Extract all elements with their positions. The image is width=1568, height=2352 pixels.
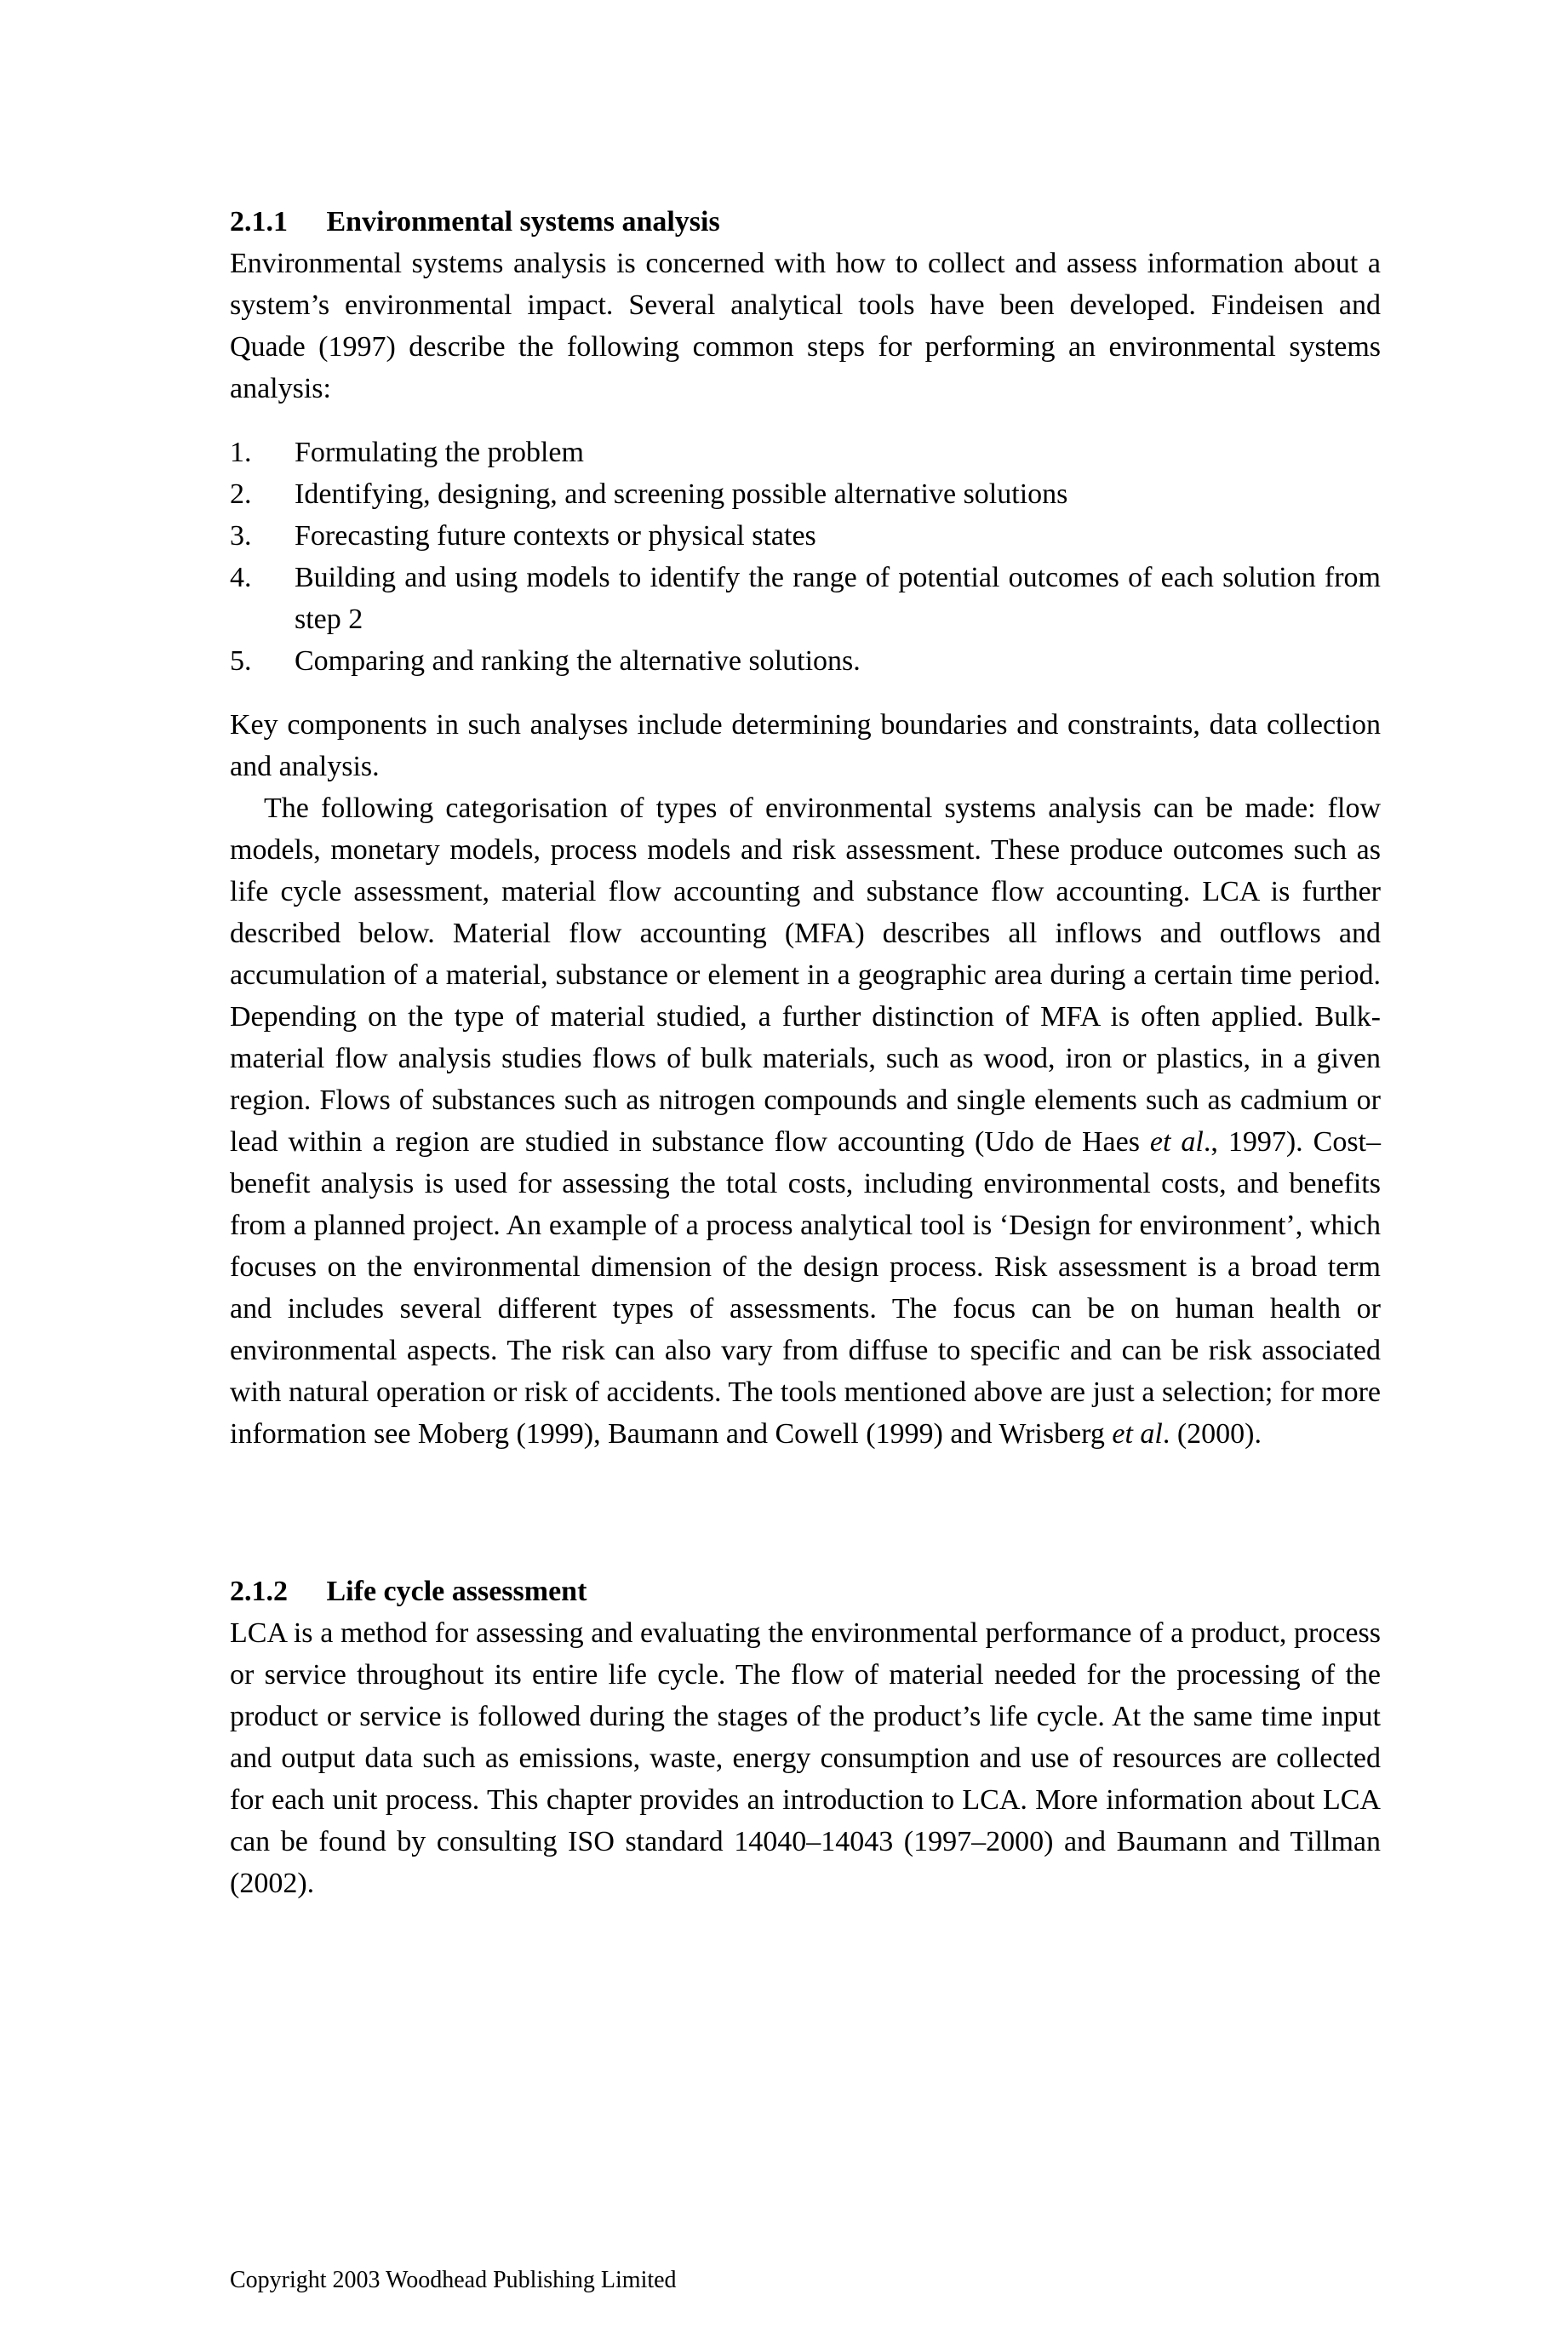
paragraph-key-components: Key components in such analyses include determining boundaries and constraints, data collection and analysis. bbox=[230, 709, 1381, 782]
list-item-number: 4. bbox=[230, 562, 252, 593]
paragraph-intro: Environmental systems analysis is concerned with how to collect and assess information about a system’s environmental impact. Several analytical tools have been developed. Findeisen and Quade (1997) describe the following common steps for performing an environmental systems analysis: bbox=[230, 248, 1381, 404]
list-item bbox=[230, 515, 1381, 557]
list-item bbox=[230, 557, 1381, 640]
list-item-text: Building and using models to identify the range of potential outcomes of each solution from step 2 bbox=[295, 562, 1381, 635]
list-item bbox=[230, 473, 1381, 515]
list-item-text: Comparing and ranking the alternative solutions. bbox=[295, 645, 861, 677]
list-item-text: Formulating the problem bbox=[295, 437, 584, 468]
section-title: Environmental systems analysis bbox=[326, 206, 720, 237]
list-item-number: 1. bbox=[230, 437, 252, 468]
list-item-text: Forecasting future contexts or physical states bbox=[295, 520, 816, 552]
list-item bbox=[230, 640, 1381, 682]
section-environmental-systems-analysis bbox=[230, 201, 1381, 1455]
steps-list bbox=[230, 432, 1381, 682]
list-item-text: Identifying, designing, and screening possible alternative solutions bbox=[295, 478, 1068, 510]
copyright-footer: Copyright 2003 Woodhead Publishing Limited bbox=[230, 2267, 677, 2293]
section-heading bbox=[230, 1571, 1381, 1612]
page-body bbox=[230, 201, 1381, 1904]
section-number: 2.1.2 bbox=[230, 1576, 288, 1607]
paragraph-categorisation: The following categorisation of types of environmental systems analysis can be made: flow models, monetary models, process models and risk assessment. These produce outcomes such as life cycle assessment, material flow accounting and substance flow accounting. LCA is further described below. Material flow accounting (MFA) describes all inflows and outflows and accumulation of a material, substance or element in a geographic area during a certain time period. Depending on the type of material studied, a further distinction of MFA is often applied. Bulk-material flow analysis studies flows of bulk materials, such as wood, iron or plastics, in a given region. Flows of substances such as nitrogen compounds and single elements such as cadmium or lead within a region are studied in substance flow accounting (Udo de Haes et al., 1997). Cost–benefit analysis is used for assessing the total costs, including environmental costs, and benefits from a planned project. An example of a process analytical tool is ‘Design for environment’, which focuses on the environmental dimension of the design process. Risk assessment is a broad term and includes several different types of assessments. The focus can be on human health or environmental aspects. The risk can also vary from diffuse to specific and can be risk associated with natural operation or risk of accidents. The tools mentioned above are just a selection; for more information see Moberg (1999), Baumann and Cowell (1999) and Wrisberg et al. (2000). bbox=[230, 793, 1381, 1450]
paragraph-lca: LCA is a method for assessing and evaluating the environmental performance of a product, process or service throughout its entire life cycle. The flow of material needed for the processing of the product or service is followed during the stages of the product’s life cycle. At the same time input and output data such as emissions, waste, energy consumption and use of resources are collected for each unit process. This chapter provides an introduction to LCA. More information about LCA can be found by consulting ISO standard 14040–14043 (1997–2000) and Baumann and Tillman (2002). bbox=[230, 1617, 1381, 1899]
section-heading bbox=[230, 201, 1381, 243]
list-item-number: 3. bbox=[230, 520, 252, 552]
section-number: 2.1.1 bbox=[230, 206, 288, 237]
list-item-number: 5. bbox=[230, 645, 252, 677]
section-life-cycle-assessment bbox=[230, 1571, 1381, 1904]
section-title: Life cycle assessment bbox=[326, 1576, 587, 1607]
list-item-number: 2. bbox=[230, 478, 252, 510]
list-item bbox=[230, 432, 1381, 473]
